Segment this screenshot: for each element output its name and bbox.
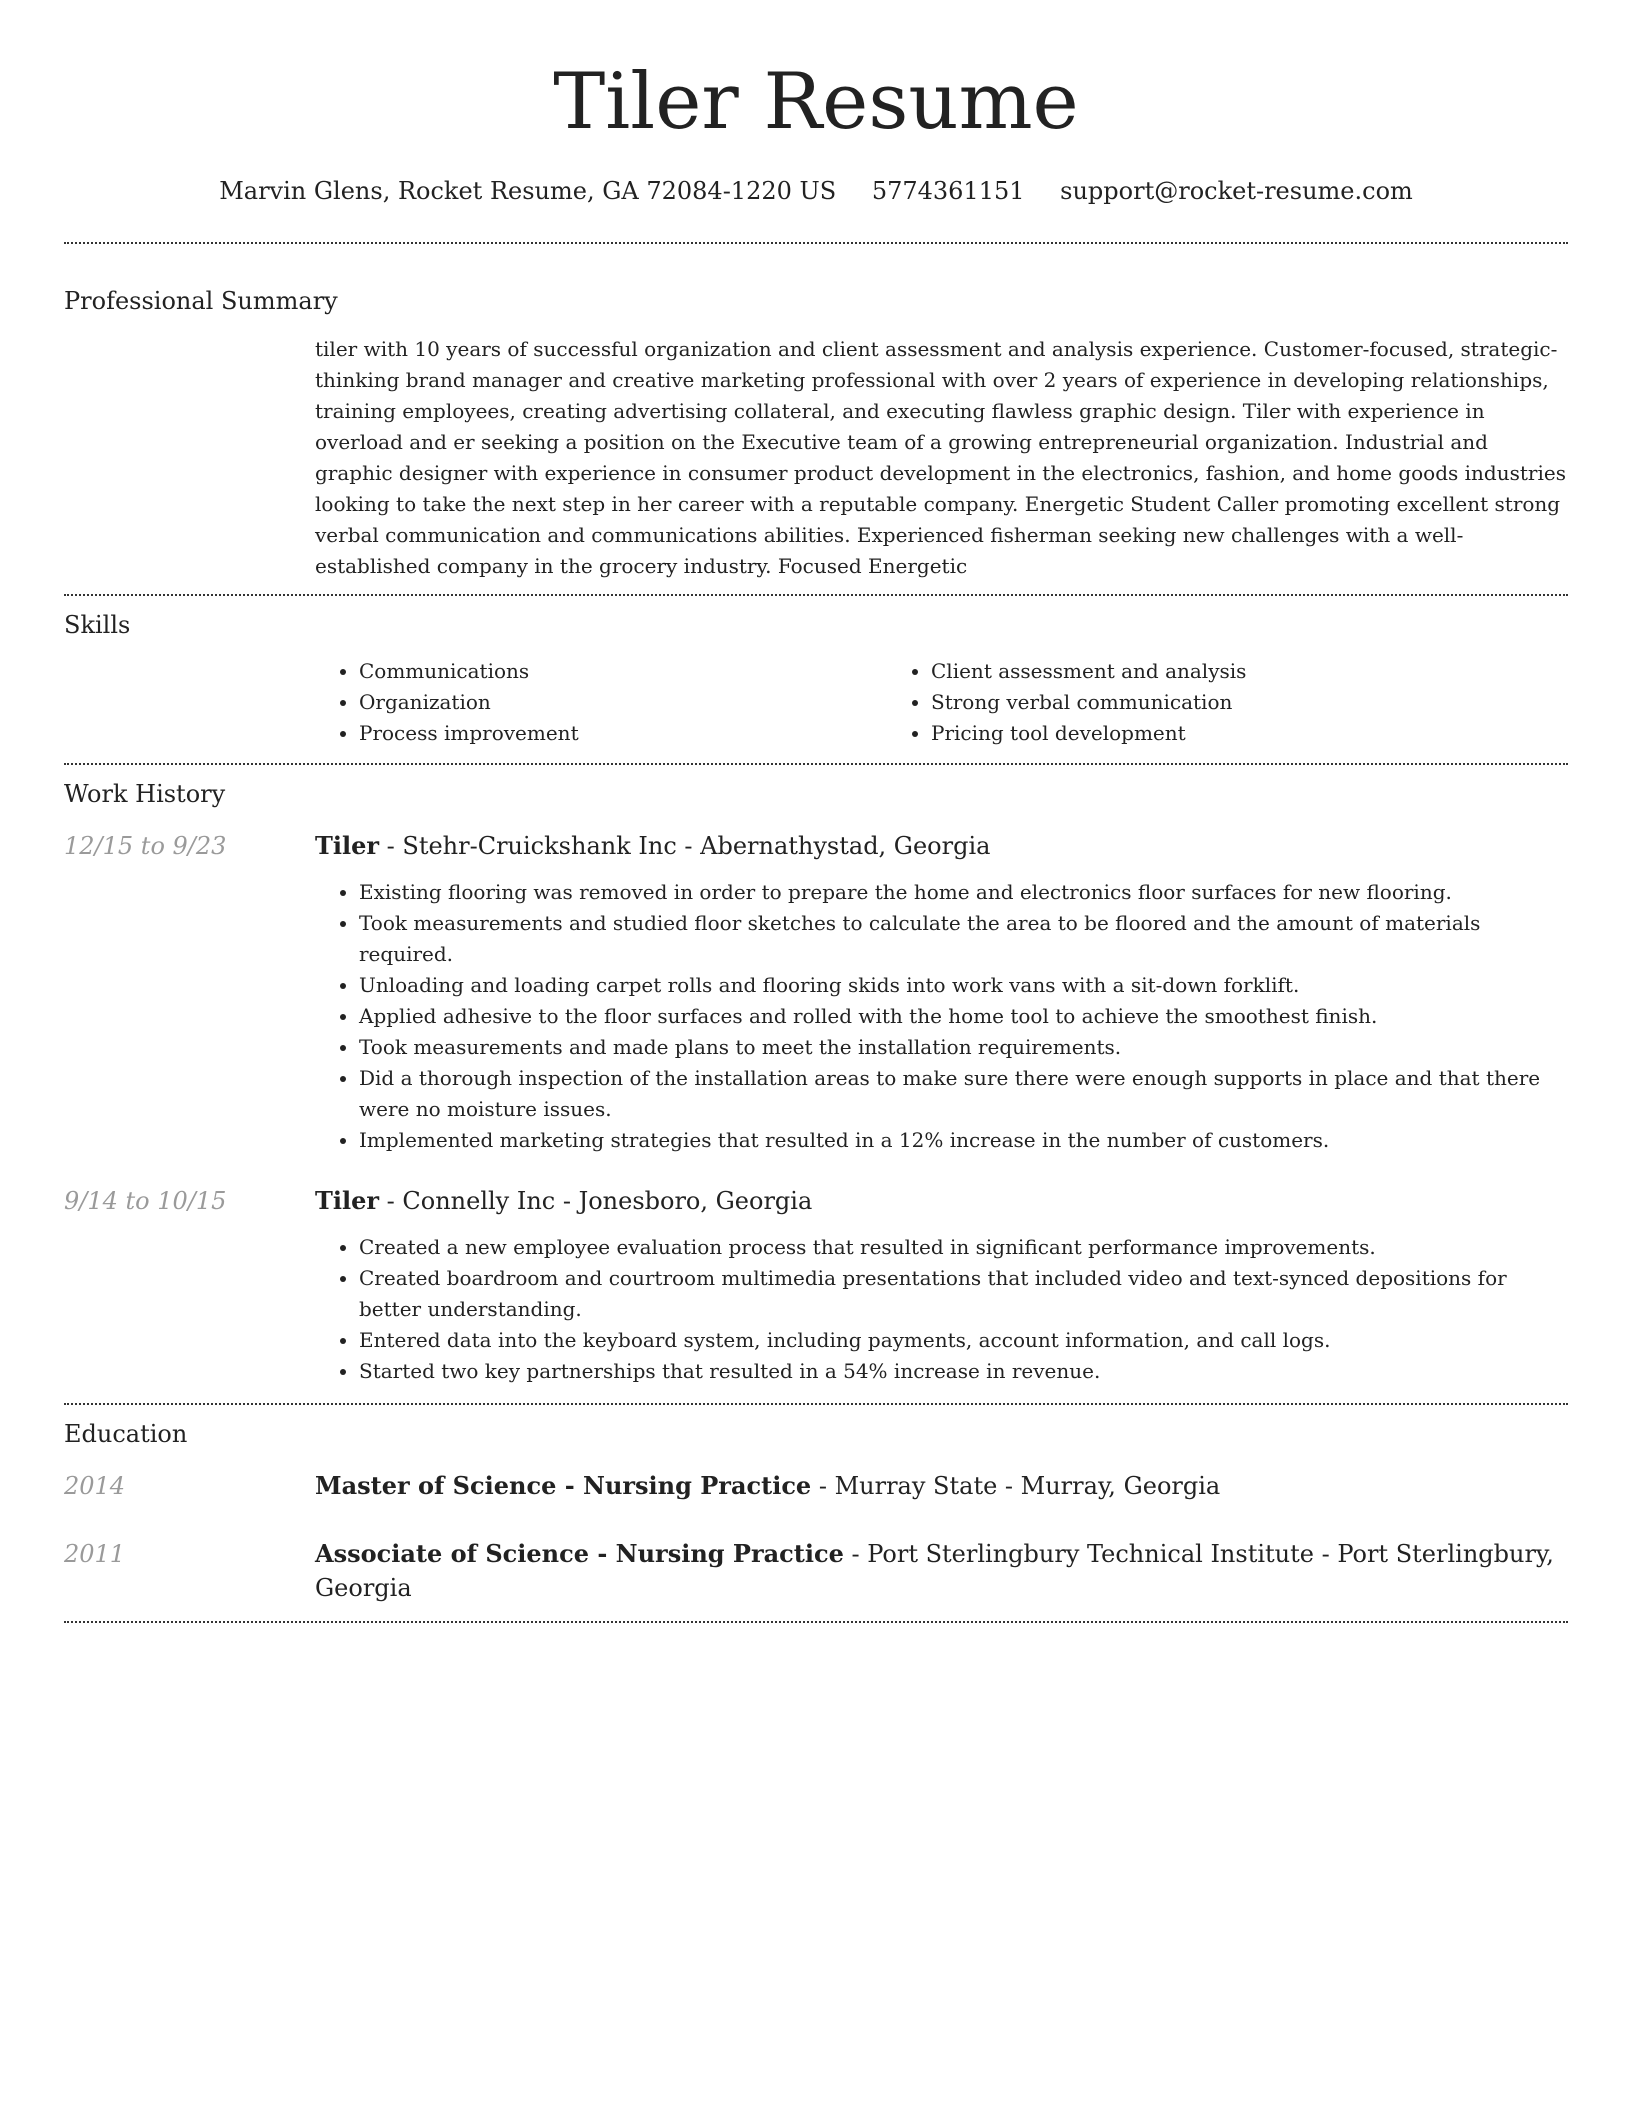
job-details: - Stehr-Cruickshank Inc - Abernathystad, Georgia xyxy=(379,832,991,860)
job-bullet: • Existing flooring was removed in order to prepare the home and electronics floor surfaces for new flooring. xyxy=(359,877,1568,908)
contact-line xyxy=(64,174,1568,208)
work-heading: Work History xyxy=(64,780,226,808)
job-bullet: • Unloading and loading carpet rolls and flooring skids into work vans with a sit-down forklift. xyxy=(359,970,1568,1001)
job-dates: 9/14 to 10/15 xyxy=(64,1187,227,1215)
education-details: - Port Sterlingbury Technical Institute - Port Sterlingbury, Georgia xyxy=(315,1540,1554,1602)
job-dates: 12/15 to 9/23 xyxy=(64,832,227,860)
skill-item: • Strong verbal communication xyxy=(931,687,1459,718)
job-role: Tiler xyxy=(315,831,380,860)
summary-text: tiler with 10 years of successful organization and client assessment and analysis experience. Customer-focused, strategic-thinking brand manager and creative marketing professional with over 2 years of experience in developing relationships, training employees, creating advertising collateral, and executing flawless graphic design. Tiler with experience in overload and er seeking a position on the Executive team of a growing entrepreneurial organization. Industrial and graphic designer with experience in consumer product development in the electronics, fashion, and home goods industries looking to take the next step in her career with a reputable company. Energetic Student Caller promoting excellent strong verbal communication and communications abilities. Experienced fisherman seeking new challenges with a well-established company in the grocery industry. Focused Energetic xyxy=(315,337,1566,578)
divider-education xyxy=(64,1621,1568,1623)
skills-heading: Skills xyxy=(64,611,131,639)
skill-item: • Communications xyxy=(359,656,887,687)
skill-item: • Organization xyxy=(359,687,887,718)
education-degree-line xyxy=(315,1469,1568,1503)
job-title xyxy=(315,829,1568,863)
job-bullets xyxy=(315,877,1568,1156)
job-bullets xyxy=(315,1232,1568,1387)
job-body xyxy=(315,829,1568,1156)
education-year: 2011 xyxy=(64,1540,126,1568)
skill-item: • Pricing tool development xyxy=(931,718,1459,749)
job-bullet: • Did a thorough inspection of the installation areas to make sure there were enough supports in place and that there were no moisture issues. xyxy=(359,1063,1568,1125)
skill-item: • Client assessment and analysis xyxy=(931,656,1459,687)
job-bullet: • Took measurements and studied floor sketches to calculate the area to be floored and the amount of materials required. xyxy=(359,908,1568,970)
skills-section xyxy=(64,596,1568,763)
education-degree-line xyxy=(315,1537,1568,1605)
job-entry xyxy=(64,1184,1568,1387)
work-section xyxy=(64,765,1568,1403)
education-degree: Master of Science - Nursing Practice xyxy=(315,1471,812,1500)
education-degree: Associate of Science - Nursing Practice xyxy=(315,1539,844,1568)
job-bullet: • Implemented marketing strategies that resulted in a 12% increase in the number of customers. xyxy=(359,1125,1568,1156)
job-role: Tiler xyxy=(315,1186,380,1215)
contact-address: Marvin Glens, Rocket Resume, GA 72084-1220 US xyxy=(219,177,837,205)
job-title xyxy=(315,1184,1568,1218)
summary-heading: Professional Summary xyxy=(64,287,338,315)
education-heading: Education xyxy=(64,1420,188,1448)
job-details: - Connelly Inc - Jonesboro, Georgia xyxy=(379,1187,813,1215)
skill-item: • Process improvement xyxy=(359,718,887,749)
skills-list-right xyxy=(887,656,1459,749)
skills-list-left xyxy=(315,656,887,749)
education-entry xyxy=(64,1537,1568,1605)
skills-grid xyxy=(315,656,1568,763)
job-entry xyxy=(64,829,1568,1156)
job-bullet: • Created a new employee evaluation process that resulted in significant performance improvements. xyxy=(359,1232,1568,1263)
education-entry xyxy=(64,1469,1568,1503)
education-year: 2014 xyxy=(64,1472,126,1500)
resume-title: Tiler Resume xyxy=(553,57,1079,147)
education-details: - Murray State - Murray, Georgia xyxy=(811,1472,1221,1500)
education-section xyxy=(64,1405,1568,1621)
summary-section xyxy=(64,244,1568,594)
job-body xyxy=(315,1184,1568,1387)
contact-phone: 5774361151 xyxy=(871,177,1025,205)
job-bullet: • Took measurements and made plans to meet the installation requirements. xyxy=(359,1032,1568,1063)
job-bullet: • Entered data into the keyboard system, including payments, account information, and call logs. xyxy=(359,1325,1568,1356)
job-bullet: • Created boardroom and courtroom multimedia presentations that included video and text-synced depositions for better understanding. xyxy=(359,1263,1568,1325)
job-bullet: • Started two key partnerships that resulted in a 54% increase in revenue. xyxy=(359,1356,1568,1387)
job-bullet: • Applied adhesive to the floor surfaces and rolled with the home tool to achieve the smoothest finish. xyxy=(359,1001,1568,1032)
contact-email: support@rocket-resume.com xyxy=(1060,177,1413,205)
